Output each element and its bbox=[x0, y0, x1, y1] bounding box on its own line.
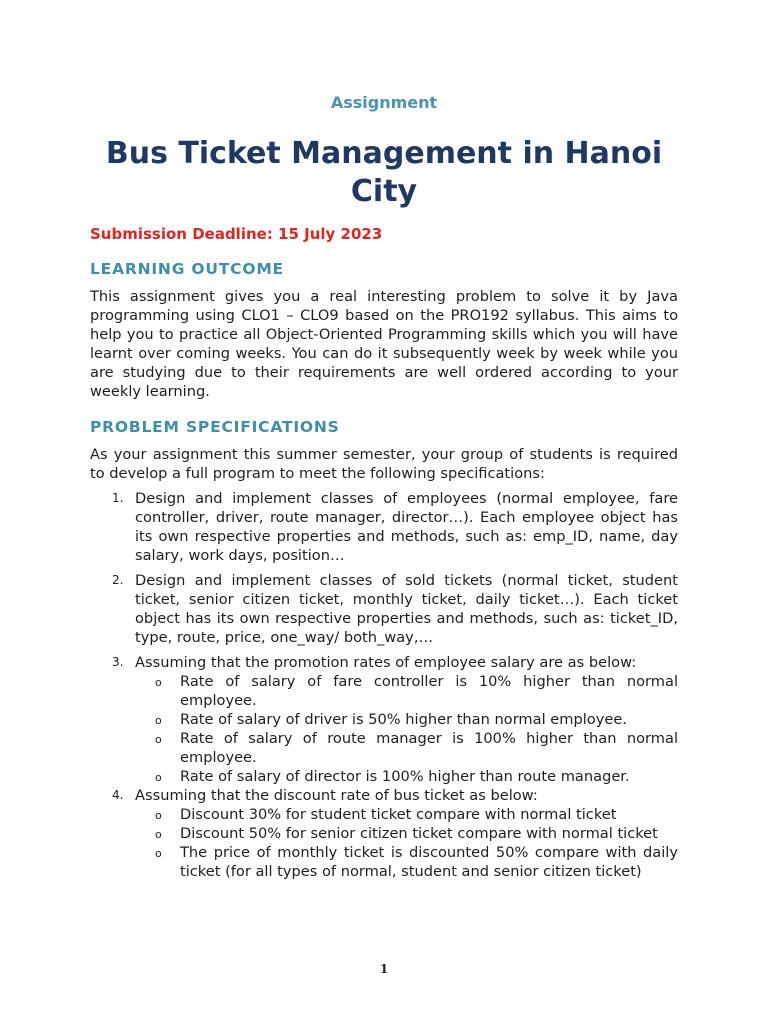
spec-item-number: 3. bbox=[112, 655, 124, 669]
circle-bullet-icon: o bbox=[155, 771, 162, 784]
spec-item-text: Design and implement classes of sold tickets (normal ticket, student ticket, senior citizen ticket, monthly ticket, daily ticket…). Each ticket object has its own respective properties and methods, such as: ticket_ID, type, route, price, one_way/ both_way,… bbox=[135, 572, 678, 646]
sub-item bbox=[135, 729, 678, 767]
sub-item bbox=[135, 824, 678, 843]
sub-item bbox=[135, 672, 678, 710]
sub-item bbox=[135, 843, 678, 881]
spec-item-text: Assuming that the promotion rates of employee salary are as below: bbox=[135, 654, 637, 671]
specification-list bbox=[90, 489, 678, 881]
submission-deadline: Submission Deadline: 15 July 2023 bbox=[90, 225, 383, 243]
learning-outcome-heading: LEARNING OUTCOME bbox=[90, 260, 284, 278]
circle-bullet-icon: o bbox=[155, 828, 162, 841]
circle-bullet-icon: o bbox=[155, 676, 162, 689]
spec-item bbox=[90, 653, 678, 786]
sub-item-text: Rate of salary of route manager is 100% higher than normal employee. bbox=[180, 730, 678, 766]
spec-item bbox=[90, 571, 678, 647]
spec-item bbox=[90, 786, 678, 881]
sub-item-text: Discount 30% for student ticket compare with normal ticket bbox=[180, 806, 617, 823]
spec-item-number: 1. bbox=[112, 491, 124, 505]
sub-item-text: The price of monthly ticket is discounted 50% compare with daily ticket (for all types of normal, student and senior citizen ticket) bbox=[180, 844, 678, 880]
sub-item-text: Rate of salary of driver is 50% higher than normal employee. bbox=[180, 711, 627, 728]
sub-item bbox=[135, 767, 678, 786]
ticket-discount-list bbox=[135, 805, 678, 881]
sub-item-text: Rate of salary of director is 100% higher than route manager. bbox=[180, 768, 630, 785]
learning-outcome-text: This assignment gives you a real interesting problem to solve it by Java programming using CLO1 – CLO9 based on the PRO192 syllabus. This aims to help you to practice all Object-Oriented Programming skills which you will have learnt over coming weeks. You can do it subsequently week by week while you are studying due to their requirements are well ordered according to your weekly learning. bbox=[90, 288, 678, 400]
sub-item-text: Rate of salary of fare controller is 10% higher than normal employee. bbox=[180, 673, 678, 709]
circle-bullet-icon: o bbox=[155, 733, 162, 746]
circle-bullet-icon: o bbox=[155, 714, 162, 727]
page-number: 1 bbox=[379, 962, 389, 976]
assignment-label: Assignment bbox=[330, 93, 438, 112]
spec-item-number: 4. bbox=[112, 788, 124, 802]
salary-rate-list bbox=[135, 672, 678, 786]
sub-item-text: Discount 50% for senior citizen ticket compare with normal ticket bbox=[180, 825, 658, 842]
circle-bullet-icon: o bbox=[155, 809, 162, 822]
problem-specifications-intro: As your assignment this summer semester, your group of students is required to develop a full program to meet the following specifications: bbox=[90, 446, 678, 482]
spec-item bbox=[90, 489, 678, 565]
sub-item bbox=[135, 710, 678, 729]
spec-item-text: Assuming that the discount rate of bus ticket as below: bbox=[135, 787, 538, 804]
document-title: Bus Ticket Management in Hanoi City bbox=[105, 136, 663, 209]
spec-item-number: 2. bbox=[112, 573, 124, 587]
spec-item-text: Design and implement classes of employees (normal employee, fare controller, driver, route manager, director…). Each employee object has its own respective properties and methods, such as: emp_ID, name, day salary, work days, position… bbox=[135, 490, 678, 564]
circle-bullet-icon: o bbox=[155, 847, 162, 860]
sub-item bbox=[135, 805, 678, 824]
problem-specifications-heading: PROBLEM SPECIFICATIONS bbox=[90, 418, 340, 436]
